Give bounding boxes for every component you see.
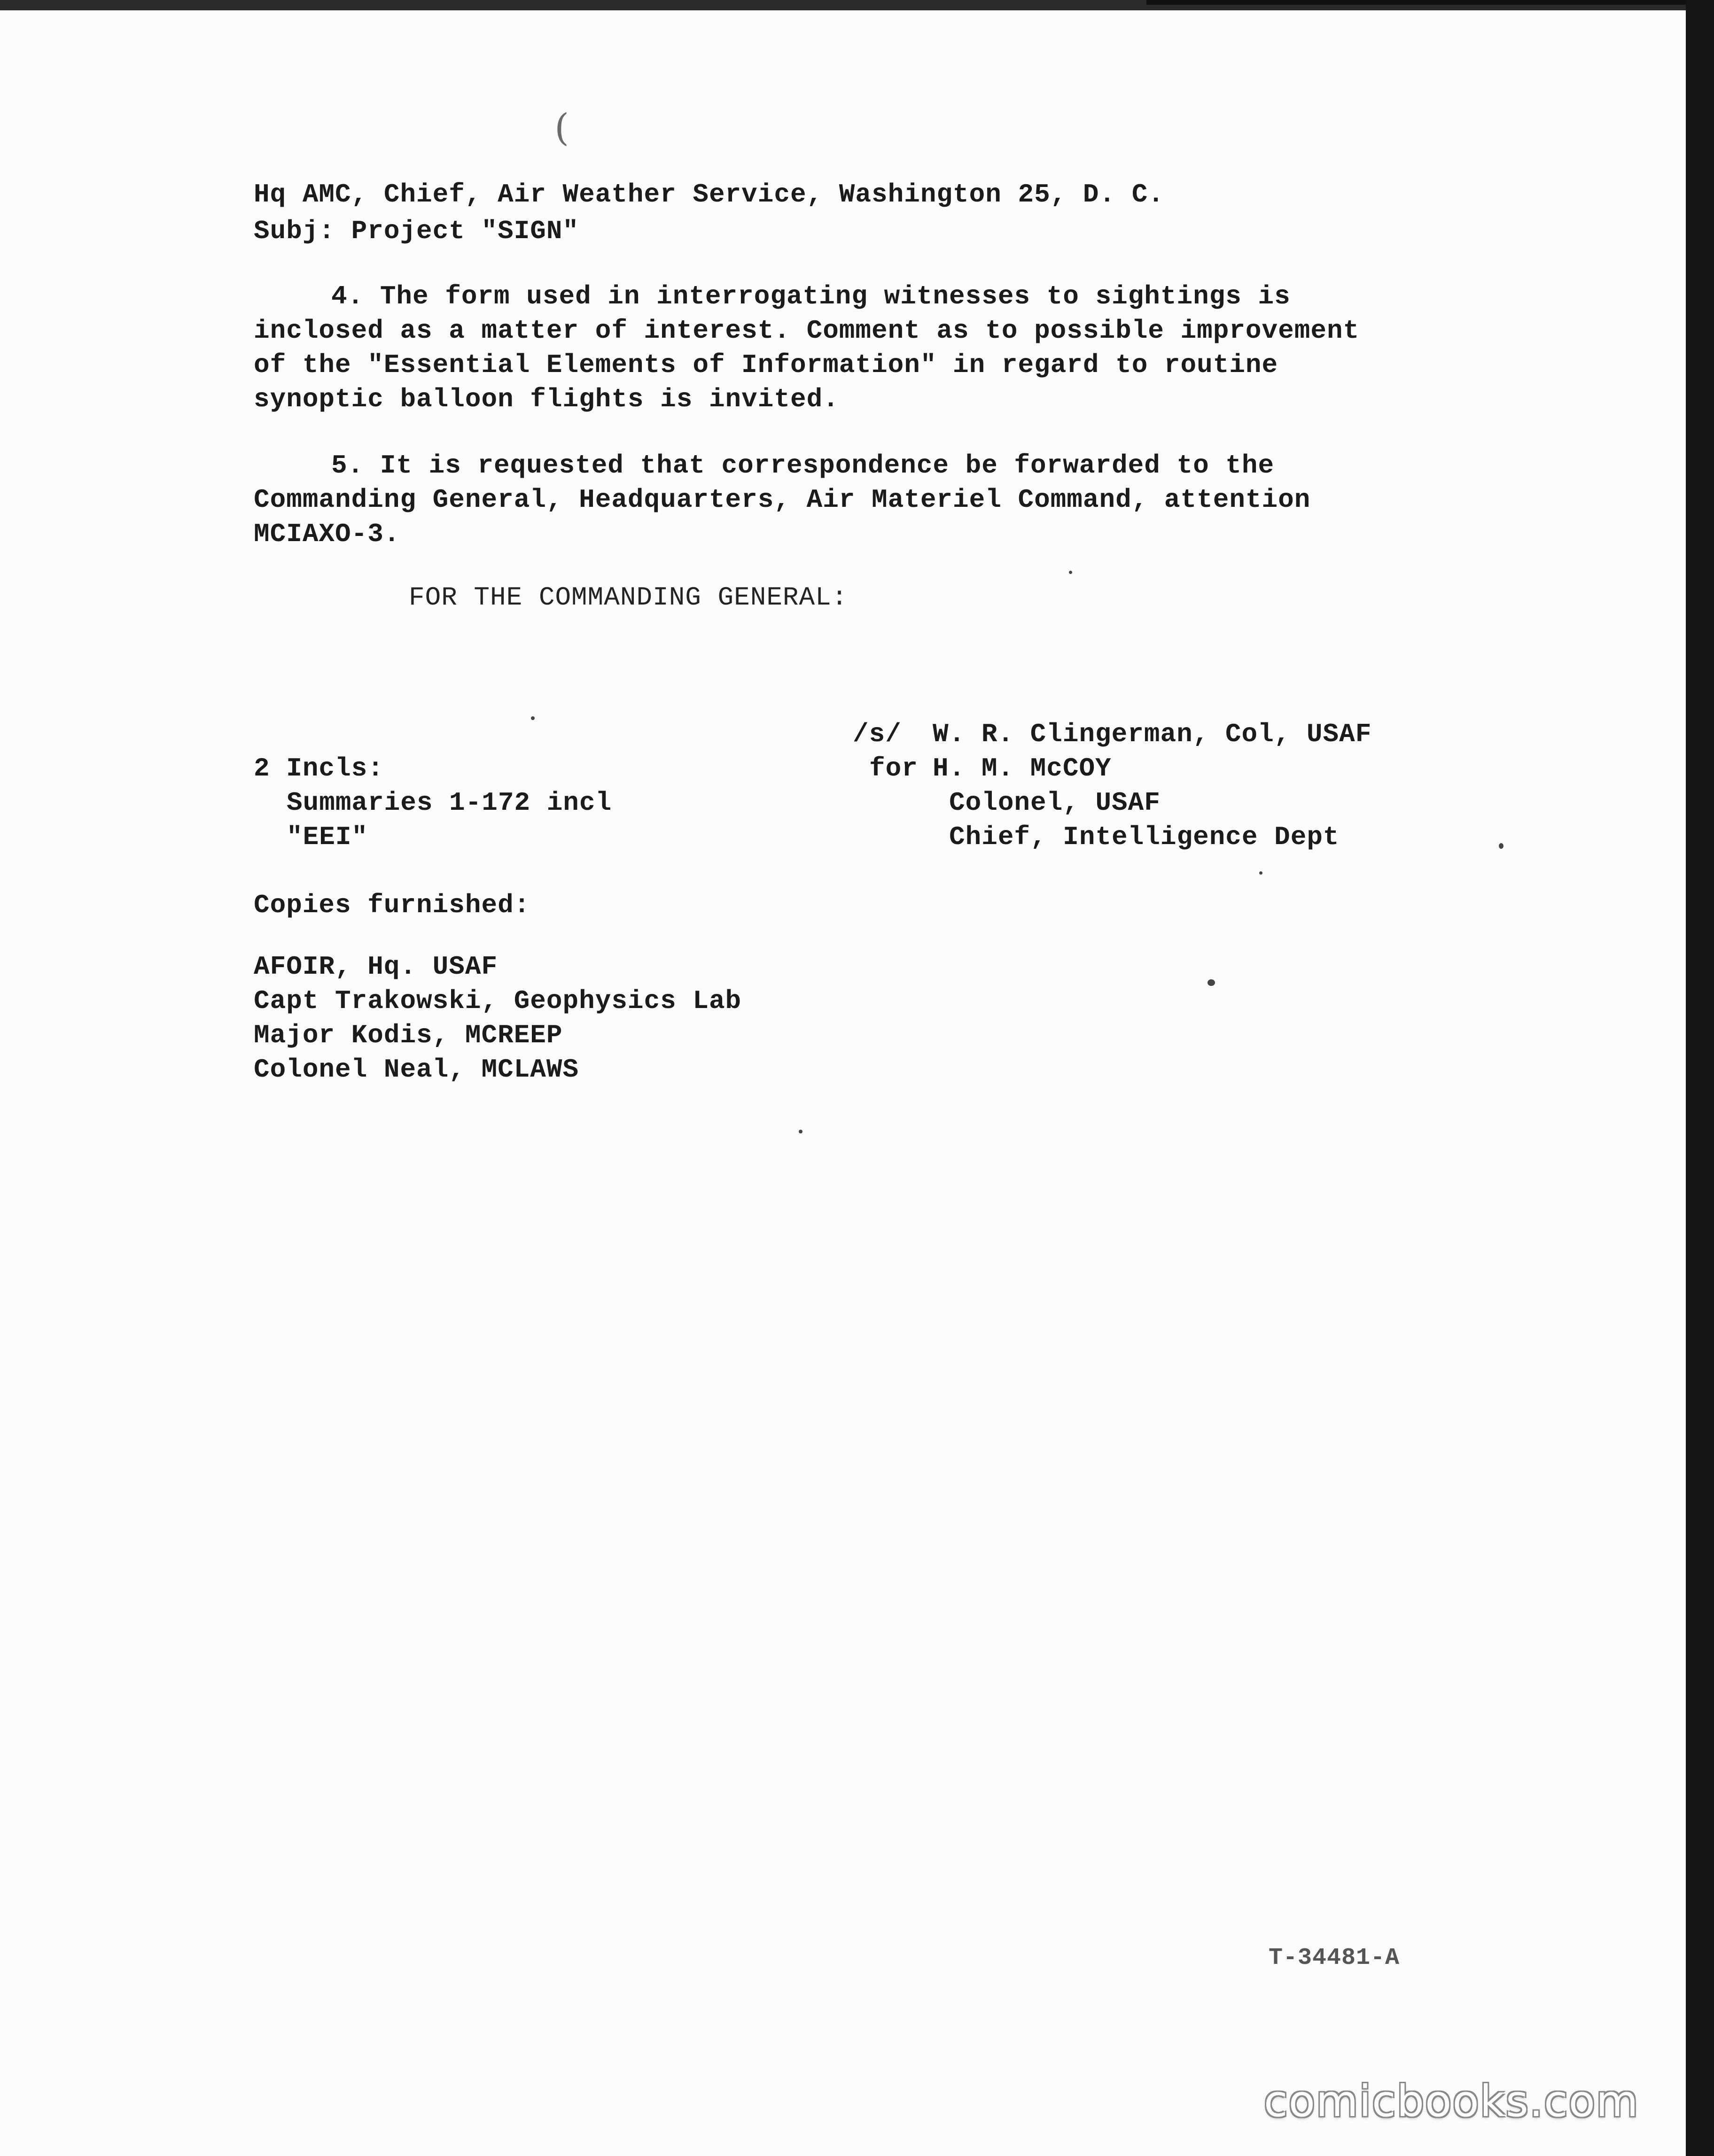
ink-speck (1259, 871, 1262, 875)
ink-speck (1208, 979, 1215, 986)
closing-line: FOR THE COMMANDING GENERAL: (409, 582, 848, 613)
para5-line-2: Commanding General, Headquarters, Air Materiel Command, attention (254, 485, 1311, 515)
inclosures-heading: 2 Incls: (254, 753, 384, 783)
scan-right-edge (1686, 0, 1714, 2156)
copies-item: AFOIR, Hq. USAF (254, 952, 498, 982)
ink-speck (1069, 571, 1072, 574)
copies-heading: Copies furnished: (254, 890, 530, 920)
document-reference-number: T-34481-A (1269, 1945, 1400, 1971)
signature-s-mark: /s/ (853, 719, 902, 749)
para4-line-3: of the "Essential Elements of Information" in regard to routine (254, 350, 1278, 380)
para4-line-1: 4. The form used in interrogating witnesses to sightings is (331, 281, 1291, 311)
signature-signer: W. R. Clingerman, Col, USAF (933, 719, 1372, 749)
para4-line-2: inclosed as a matter of interest. Comment as to possible improvement (254, 316, 1360, 346)
inclosure-item: Summaries 1-172 incl (287, 788, 612, 818)
copies-item: Colonel Neal, MCLAWS (254, 1055, 579, 1085)
signature-name: H. M. McCOY (933, 753, 1112, 783)
watermark: comicbooks.com (1264, 2076, 1639, 2126)
copies-item: Major Kodis, MCREEP (254, 1020, 563, 1050)
inclosure-item: "EEI" (287, 822, 368, 852)
para5-line-1: 5. It is requested that correspondence be forwarded to the (331, 450, 1275, 481)
subject-line: Subj: Project "SIGN" (254, 216, 579, 246)
ink-speck (531, 716, 535, 720)
stray-mark: ( (554, 106, 570, 149)
para4-line-4: synoptic balloon flights is invited. (254, 384, 839, 414)
copies-item: Capt Trakowski, Geophysics Lab (254, 986, 742, 1016)
signature-rank: Colonel, USAF (949, 788, 1161, 818)
ink-speck (1499, 843, 1504, 849)
signature-for: for (869, 753, 918, 783)
signature-title: Chief, Intelligence Dept (949, 822, 1340, 852)
address-line: Hq AMC, Chief, Air Weather Service, Washington 25, D. C. (254, 179, 1164, 209)
para5-line-3: MCIAXO-3. (254, 519, 400, 549)
ink-speck (799, 1130, 802, 1133)
